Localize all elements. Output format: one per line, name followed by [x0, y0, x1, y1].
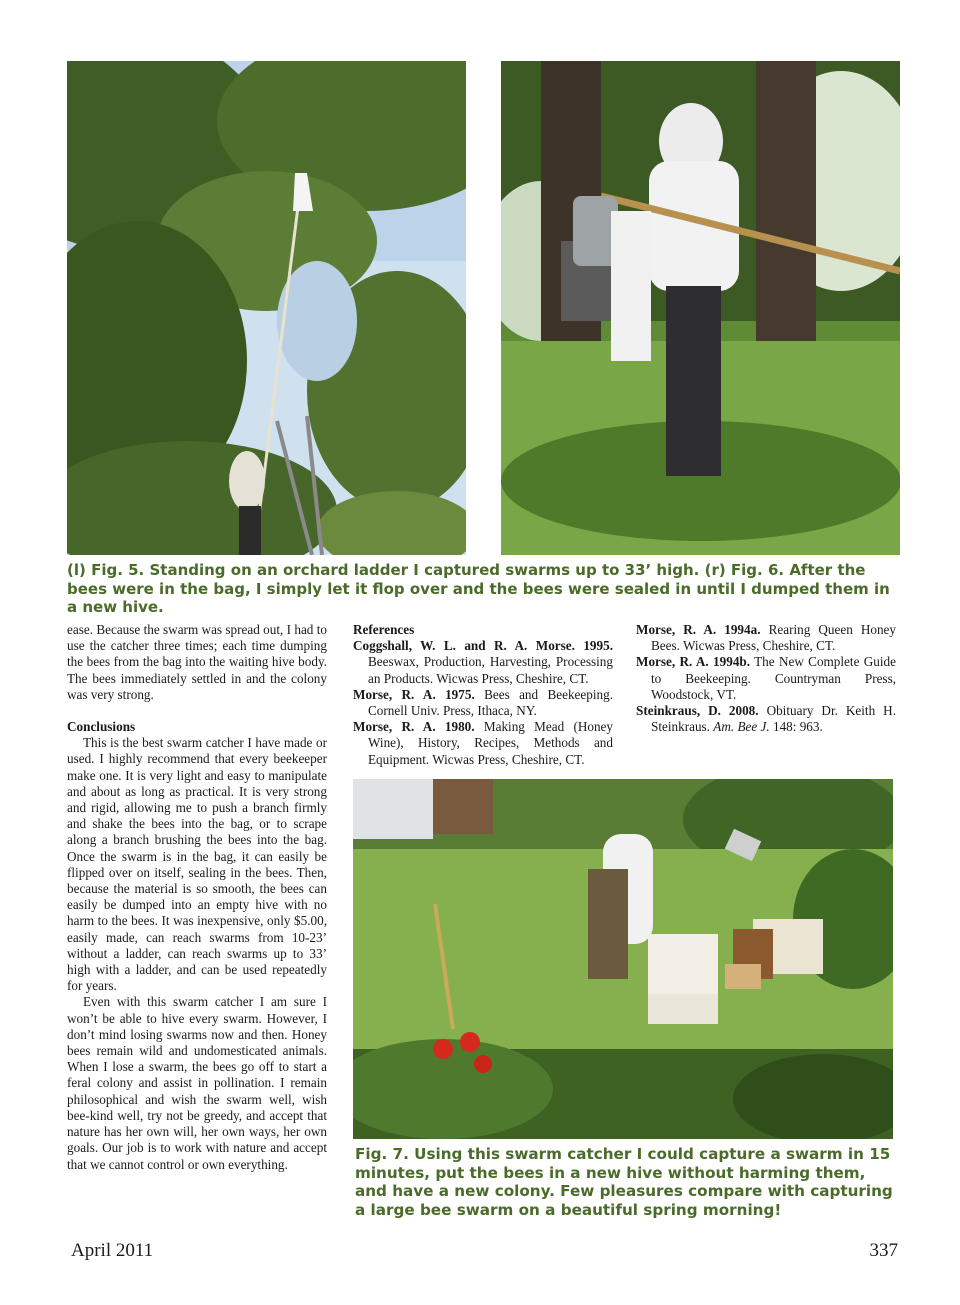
fig6-photo [501, 61, 900, 555]
body-paragraph: Even with this swarm catcher I am sure I won’t be able to hive every swarm. However, I don’t mind losing swarms now and then. Honey bees remain wild and undomesticated animals. When I lose a swarm, the bees go off to start a feral colony and assist in pollination. I remain philosophical and wish the swarm well, wish bee-kind well, try not be greedy, and accept that nature has her own will, her own ways, her own goals. Our job is to work with nature and accept that we cannot control or own everything. [67, 994, 327, 1172]
reference-item: Steinkraus, D. 2008. Obituary Dr. Keith H. Steinkraus. Am. Bee J. 148: 963. [636, 703, 896, 735]
references-column-1 [353, 622, 613, 768]
page-number: 337 [869, 1240, 898, 1261]
fig7-caption: Fig. 7. Using this swarm catcher I could capture a swarm in 15 minutes, put the bees in a new hive without harming them, and have a new colony. Few pleasures compare with capturing a large bee swarm on a beautiful spring morning! [355, 1145, 893, 1219]
reference-item: Morse, R. A. 1980. Making Mead (Honey Wine), History, Recipes, Methods and Equipment. Wicwas Press, Cheshire, CT. [353, 719, 614, 767]
fig5-6-caption: (l) Fig. 5. Standing on an orchard ladder I captured swarms up to 33’ high. (r) Fig. 6. After the bees were in the bag, I simply let it flop over and the bees were sealed in until I dumped them in a new hive. [67, 561, 890, 616]
body-paragraph: This is the best swarm catcher I have made or used. I highly recommend that every beekeeper make one. It is very light and easy to manipulate and about as long as practical. It is very strong and rigid, allowing me to push a branch firmly and shake the bees into the bag, or to scrape along a branch brushing the bees into the bag. Once the swarm is in the bag, it can easily be flipped over on itself, sealing in the bees. Then, because the material is so smooth, the bees can easily be dumped into an empty hive with no harm to the bees. It was inexpensive, only $5.00, easily made, can reach swarms from 10-23’ without a ladder, can reach swarms up to 33’ high with a ladder, and can be used repeatedly for years. [67, 735, 327, 994]
section-heading-conclusions: Conclusions [67, 719, 136, 735]
body-paragraph: ease. Because the swarm was spread out, I had to use the catcher three times; each time dumping the bees from the bag into the waiting hive body. The bees immediately settled in and the colony was very strong. [67, 622, 327, 702]
footer-date: April 2011 [71, 1240, 154, 1261]
reference-item: Morse, R. A. 1994b. The New Complete Guide to Beekeeping. Countryman Press, Woodstock, VT. [636, 654, 896, 702]
references-heading: References [353, 622, 415, 637]
fig7-photo [353, 779, 893, 1139]
reference-item: Morse, R. A. 1975. Bees and Beekeeping. Cornell Univ. Press, Ithaca, NY. [353, 686, 613, 719]
reference-item: Morse, R. A. 1994a. Rearing Queen Honey Bees. Wicwas Press, Cheshire, CT. [636, 622, 897, 654]
references-column-2 [636, 622, 896, 735]
reference-item: Coggshall, W. L. and R. A. Morse. 1995. Beeswax, Production, Harvesting, Processing an Products. Wicwas Press, Cheshire, CT. [353, 638, 613, 686]
left-column [67, 622, 327, 1173]
fig5-photo [67, 61, 466, 555]
